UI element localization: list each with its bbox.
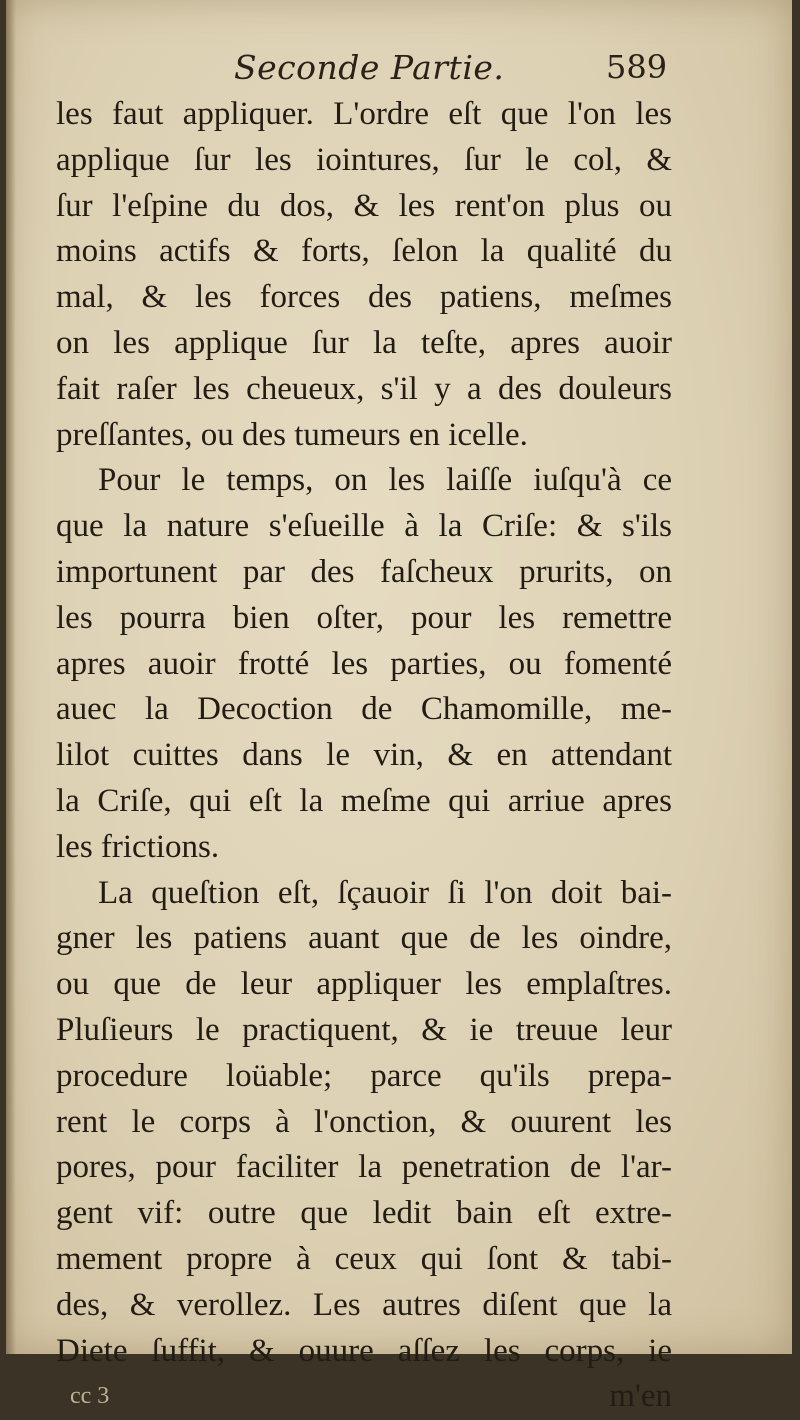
text-line: gent vif: outre que ledit bain eſt extre- [56, 1195, 672, 1232]
text-line: les pourra bien oſter, pour les remettre [56, 599, 672, 636]
text-line: procedure loüable; parce qu'ils prepa- [56, 1057, 672, 1094]
text-line: applique ſur les iointures, ſur le col, & [56, 141, 672, 178]
text-line: les faut appliquer. L'ordre eſt que l'on les [56, 96, 672, 132]
text-line: que la nature s'eſueille à la Criſe: & s'ils [56, 508, 672, 545]
book-page [6, 0, 792, 1415]
footer-line [56, 1374, 672, 1420]
running-head: Seconde Partie. [234, 48, 505, 87]
text-line: gner les patiens auant que de les oindre, [56, 920, 672, 957]
text-line: les frictions. [56, 828, 220, 865]
page-number: 589 [606, 48, 668, 86]
text-line: lilot cuittes dans le vin, & en attendant [56, 737, 672, 774]
text-line: preſſantes, ou des tumeurs en icelle. [56, 416, 528, 453]
paragraph-start-line: Pour le temps, on les laiſſe iuſqu'à ce [98, 462, 672, 499]
paragraph-start-line: La queſtion eſt, ſçauoir ſi l'on doit bai- [98, 874, 672, 911]
text-line: rent le corps à l'onction, & ouurent les [56, 1103, 672, 1140]
text-line: ou que de leur appliquer les emplaſtres. [56, 966, 672, 1003]
text-line: des, & verollez. Les autres diſent que la [56, 1286, 672, 1323]
text-line: auec la Decoction de Chamomille, me- [56, 691, 672, 728]
page-gutter-shadow [6, 0, 16, 1354]
text-line: Pluſieurs le practiquent, & ie treuue leur [56, 1011, 672, 1048]
text-line: on les applique ſur la teſte, apres auoir [56, 324, 672, 361]
text-line: la Criſe, qui eſt la meſme qui arriue apres [56, 782, 672, 819]
text-line: Diete ſuffit, & ouure aſſez les corps, ie [56, 1332, 672, 1369]
text-line: mement propre à ceux qui ſont & tabi- [56, 1240, 672, 1277]
catchword: m'en [609, 1378, 672, 1415]
page-header [6, 44, 792, 94]
text-line: importunent par des faſcheux prurits, on [56, 553, 672, 590]
text-line: fait raſer les cheueux, s'il y a des douleurs [56, 370, 672, 407]
text-line: moins actifs & forts, ſelon la qualité du [56, 233, 672, 270]
text-line: pores, pour faciliter la penetration de l'ar- [56, 1149, 672, 1186]
signature-mark: cc 3 [70, 1383, 110, 1410]
text-line: ſur l'eſpine du dos, & les rent'on plus ou [56, 187, 672, 224]
text-line: apres auoir frotté les parties, ou fomenté [56, 645, 672, 682]
body-text [56, 92, 672, 1420]
text-line: mal, & les forces des patiens, meſmes [56, 279, 672, 316]
